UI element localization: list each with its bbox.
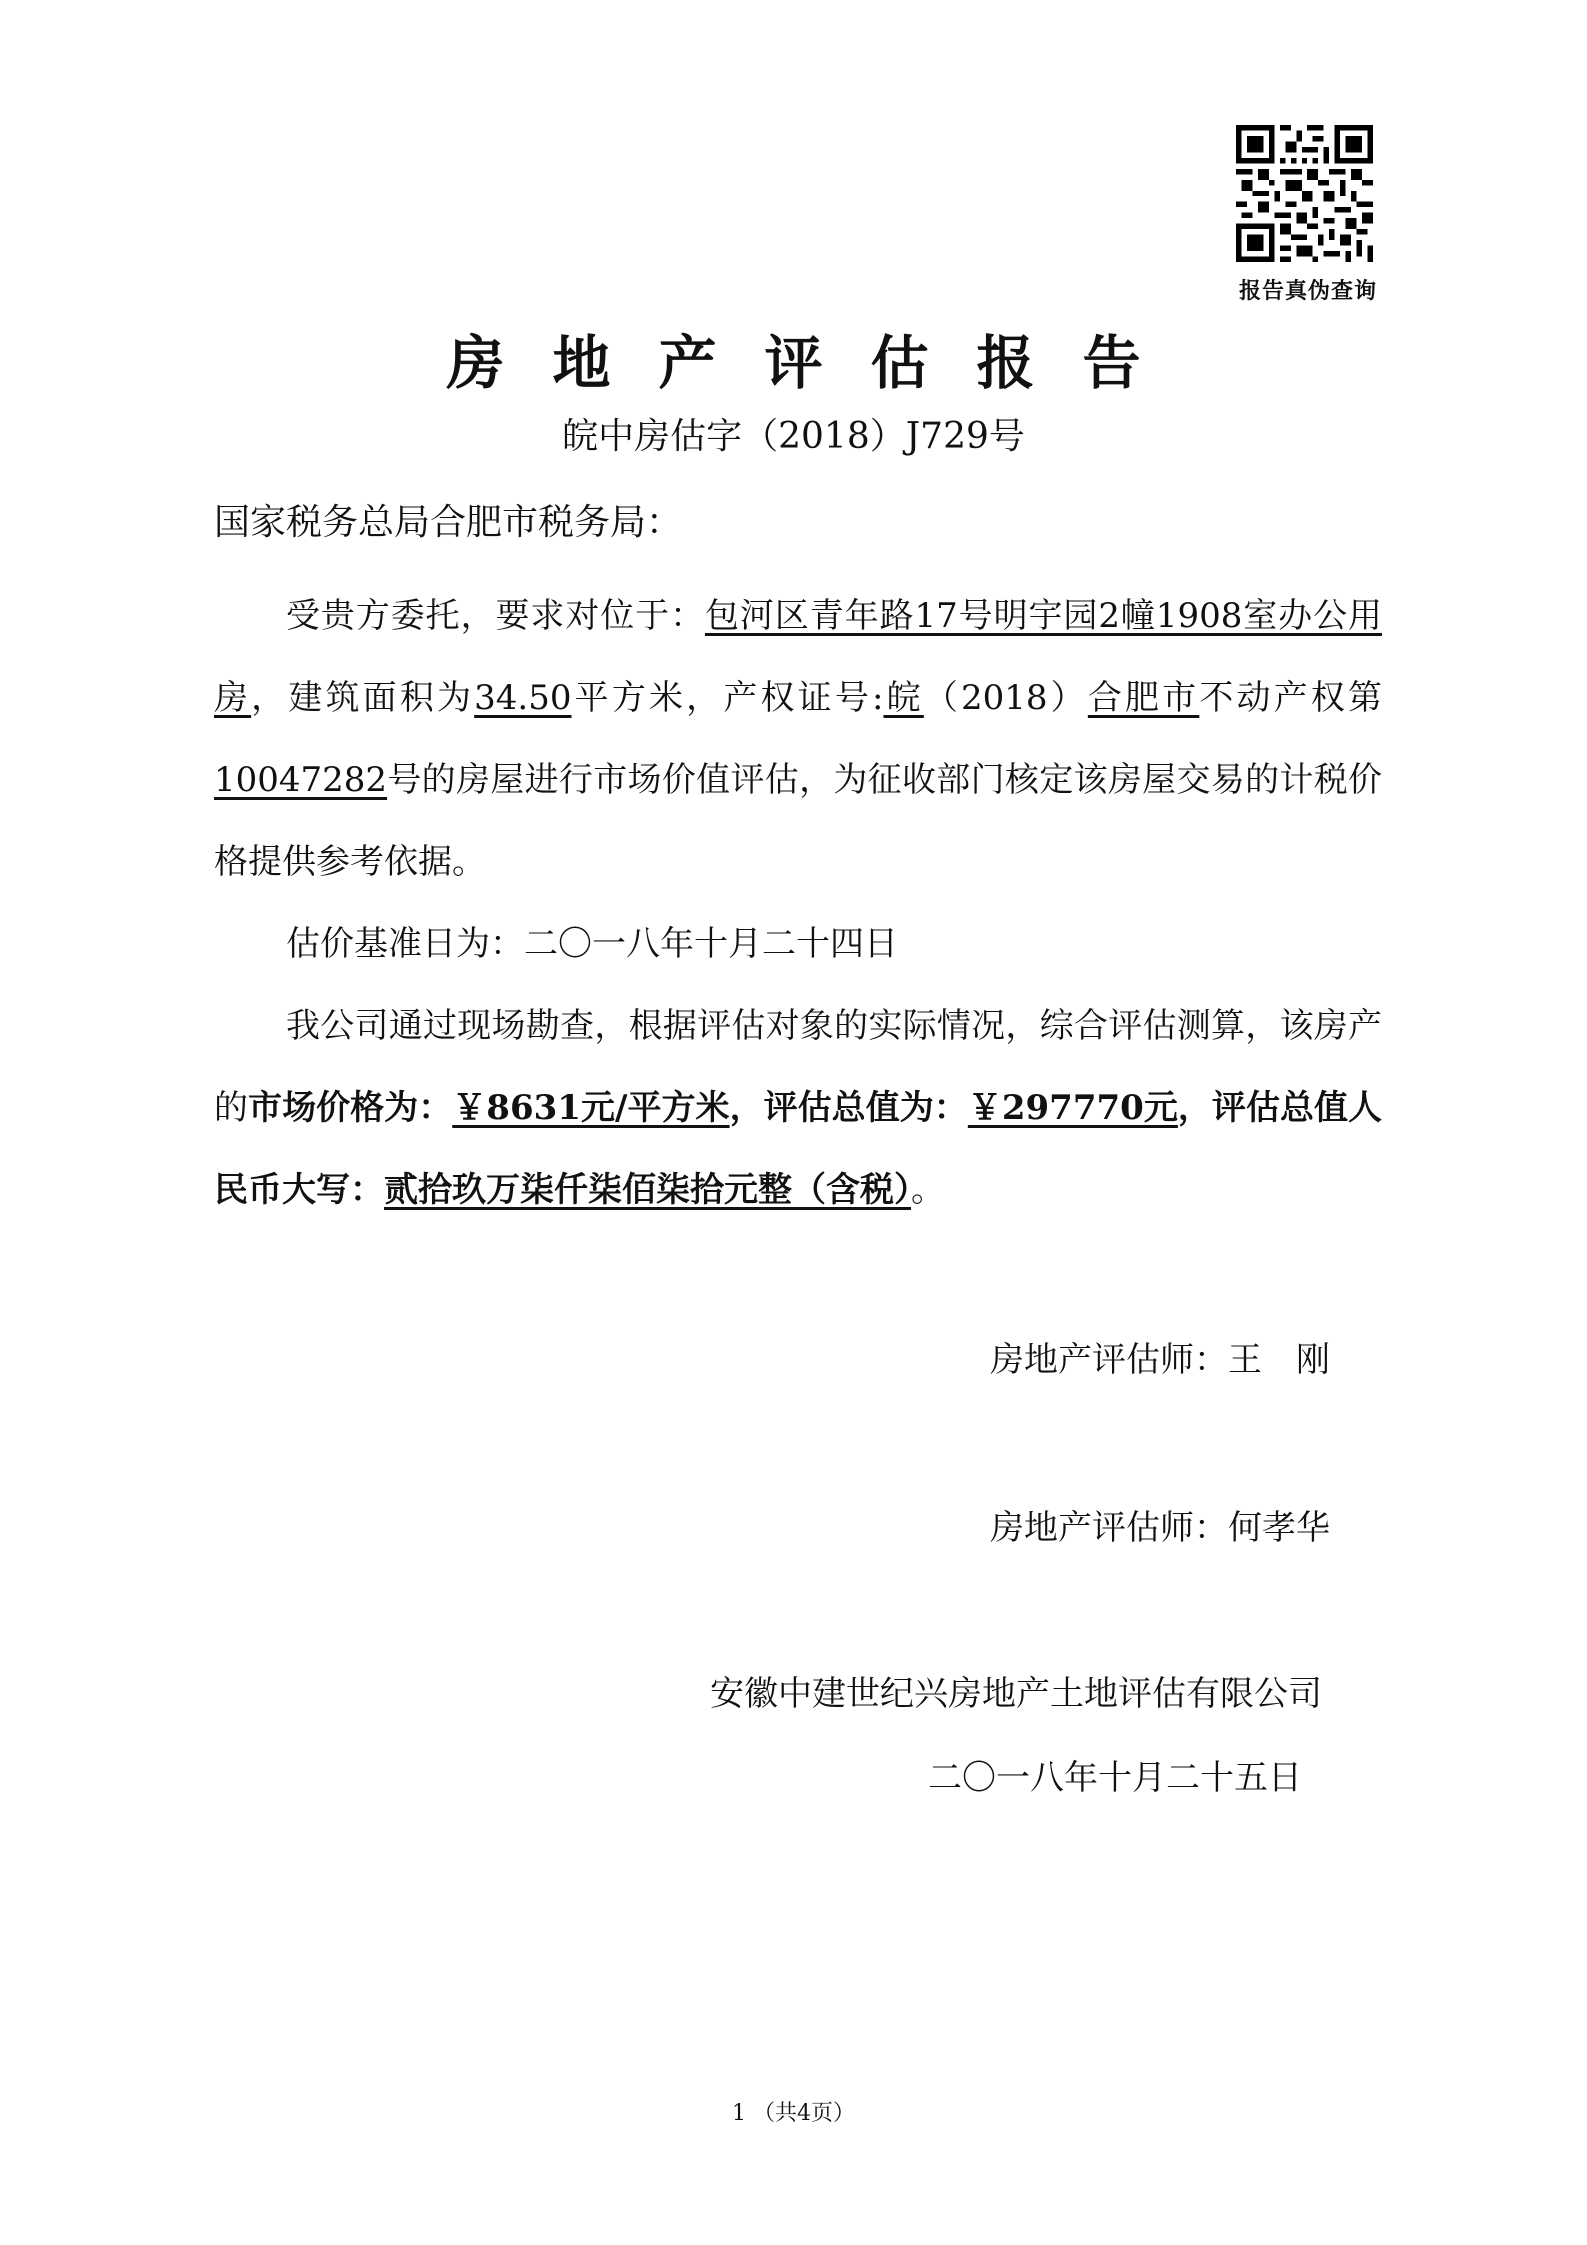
text-segment: ，建筑面积为: [251, 678, 475, 718]
issue-date: 二〇一八年十月二十五日: [928, 1758, 1302, 1798]
total-value-label: 评估总值为：: [763, 1088, 968, 1128]
text-segment: 不动产权第: [1199, 678, 1383, 718]
text-segment: 我公司通过现场勘查，根据评估对象的实际情况，综合评估测算，该房产的: [214, 1006, 1382, 1128]
appraiser-label: 房地产评估师：: [990, 1508, 1228, 1548]
text-segment: 平方米，产权证号:: [571, 678, 884, 718]
cert-year: （2018）: [923, 678, 1088, 718]
cert-province: 皖: [883, 678, 924, 718]
unit-price: ￥8631元/平方米: [452, 1088, 730, 1128]
market-price-label: 市场价格为：: [248, 1088, 453, 1128]
company-name: 安徽中建世纪兴房地产土地评估有限公司: [710, 1674, 1322, 1714]
text-segment: 。: [911, 1170, 945, 1210]
separator: ，: [1177, 1088, 1212, 1128]
cert-number: 10047282: [214, 760, 388, 800]
text-segment: 号的房屋进行市场价值评估，为征收部门核定该房屋交易的计税价格提供参考依据。: [214, 760, 1382, 882]
appraiser-2: [990, 1500, 1330, 1549]
page-number: 1 （共4页）: [732, 2101, 855, 2126]
paragraph-valuation-date: [214, 903, 1382, 985]
document-number: 皖中房估字（2018）J729号: [562, 416, 1025, 457]
total-value: ￥297770元: [967, 1088, 1178, 1128]
separator: ，: [729, 1088, 764, 1128]
paragraph-commission: [214, 575, 1382, 903]
report-title: 房地产评估报告: [446, 329, 1189, 397]
addressee: 国家税务总局合肥市税务局：: [214, 502, 683, 543]
appraiser-1: [990, 1332, 1330, 1381]
cert-city: 合肥市: [1087, 678, 1200, 718]
qr-code-icon: [1236, 125, 1373, 262]
total-words-value: 贰拾玖万柒仟柒佰柒拾元整（含税）: [384, 1170, 911, 1210]
total-words-label: 评估总值人民币大写：: [214, 1088, 1383, 1210]
appraiser-name: 何孝华: [1228, 1508, 1330, 1548]
appraiser-label: 房地产评估师：: [990, 1340, 1228, 1380]
paragraph-result: [214, 985, 1382, 1231]
qr-caption: 报告真伪查询: [1238, 278, 1377, 304]
valuation-date: 二〇一八年十月二十四日: [524, 924, 898, 964]
text-segment: 受贵方委托，要求对位于：: [286, 596, 705, 636]
building-area: 34.50: [474, 678, 572, 718]
appraiser-name: 王 刚: [1228, 1340, 1330, 1380]
valuation-date-label: 估价基准日为：: [286, 924, 524, 964]
property-address: 包河区青年路17号明宇园2幢1908室办公用房: [214, 596, 1383, 718]
report-body: [214, 575, 1382, 1231]
